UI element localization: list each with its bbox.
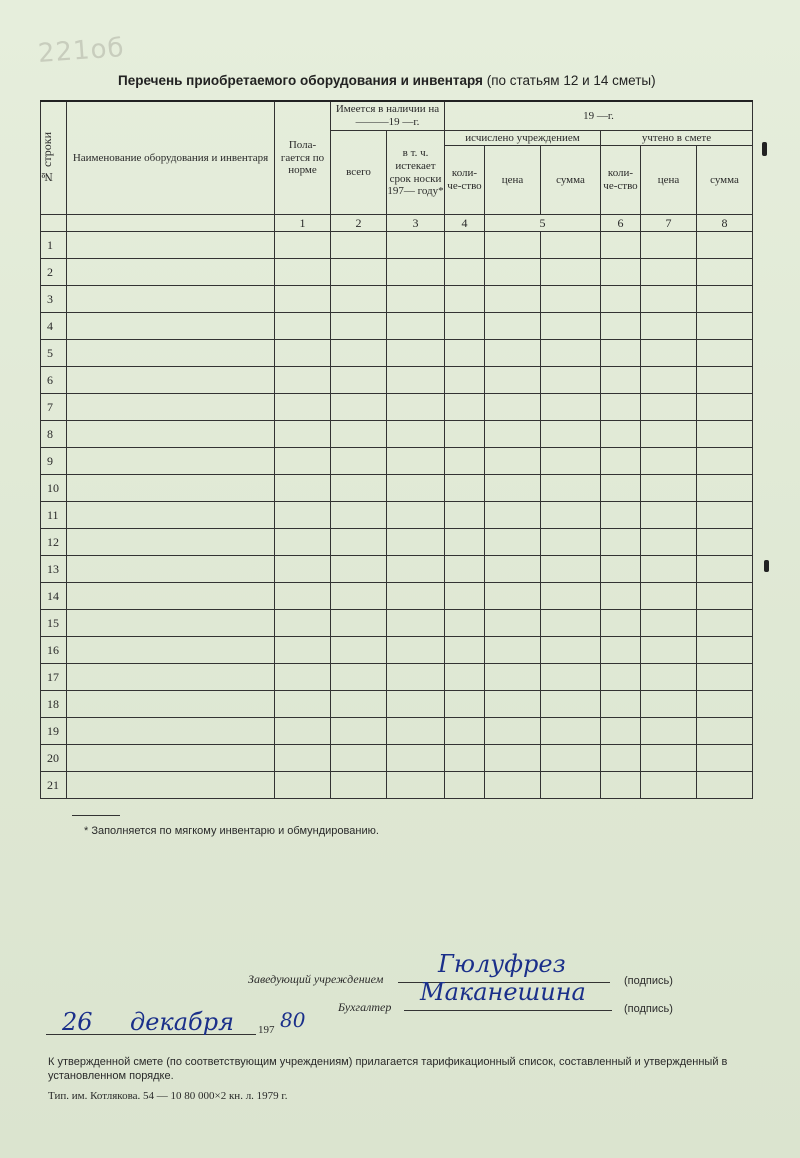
table-cell: [697, 610, 753, 637]
table-cell: [387, 421, 445, 448]
table-cell: [445, 367, 485, 394]
table-cell: [601, 232, 641, 259]
row-number: 11: [41, 502, 67, 529]
table-cell: [331, 529, 387, 556]
table-cell: [387, 259, 445, 286]
header-expiring: в т. ч. истекает срок носки 197— году*: [387, 131, 445, 215]
table-cell: [541, 691, 601, 718]
table-cell: [331, 259, 387, 286]
table-cell: [275, 610, 331, 637]
table-cell: [331, 394, 387, 421]
header-total: всего: [331, 131, 387, 215]
table-cell: [387, 529, 445, 556]
page-title: [118, 73, 656, 88]
table-cell: [67, 718, 275, 745]
table-cell: [67, 529, 275, 556]
table-cell: [275, 691, 331, 718]
table-cell: [541, 286, 601, 313]
row-number: 5: [41, 340, 67, 367]
table-cell: [641, 313, 697, 340]
table-row: [41, 259, 753, 286]
table-cell: [541, 664, 601, 691]
footnote-divider: [72, 815, 120, 816]
table-cell: [331, 610, 387, 637]
table-cell: [275, 340, 331, 367]
table-cell: [275, 232, 331, 259]
table-cell: [697, 286, 753, 313]
table-cell: [445, 556, 485, 583]
table-row: [41, 313, 753, 340]
table-cell: [331, 232, 387, 259]
row-number: 19: [41, 718, 67, 745]
table-row: [41, 664, 753, 691]
table-cell: [601, 340, 641, 367]
table-cell: [387, 286, 445, 313]
table-cell: [601, 664, 641, 691]
table-cell: [67, 367, 275, 394]
table-cell: [601, 394, 641, 421]
table-cell: [641, 610, 697, 637]
header-qty-est: коли-че-ство: [601, 146, 641, 215]
table-cell: [697, 718, 753, 745]
table-cell: [697, 637, 753, 664]
table-cell: [541, 313, 601, 340]
table-cell: [601, 691, 641, 718]
table-cell: [601, 421, 641, 448]
table-row: [41, 718, 753, 745]
table-cell: [697, 259, 753, 286]
table-cell: [641, 232, 697, 259]
row-number: 9: [41, 448, 67, 475]
table-cell: [445, 502, 485, 529]
table-cell: [541, 502, 601, 529]
table-cell: [387, 394, 445, 421]
row-number: 15: [41, 610, 67, 637]
table-cell: [275, 313, 331, 340]
table-cell: [697, 583, 753, 610]
table-cell: [601, 259, 641, 286]
table-cell: [67, 259, 275, 286]
table-cell: [541, 448, 601, 475]
table-cell: [641, 259, 697, 286]
row-number: 7: [41, 394, 67, 421]
table-cell: [541, 556, 601, 583]
table-cell: [445, 313, 485, 340]
table-cell: [641, 448, 697, 475]
edge-mark: [764, 560, 769, 572]
header-row-number: № строки: [41, 101, 67, 215]
row-number: 20: [41, 745, 67, 772]
table-cell: [601, 448, 641, 475]
table-row: [41, 691, 753, 718]
table-cell: [485, 529, 541, 556]
table-cell: [541, 367, 601, 394]
table-cell: [387, 637, 445, 664]
table-cell: [485, 556, 541, 583]
table-cell: [641, 718, 697, 745]
header-norm: Пола-гается по норме: [275, 101, 331, 215]
table-cell: [275, 772, 331, 799]
table-cell: [485, 367, 541, 394]
row-number: 1: [41, 232, 67, 259]
table-cell: [67, 340, 275, 367]
table-cell: [67, 745, 275, 772]
table-cell: [601, 475, 641, 502]
table-cell: [445, 259, 485, 286]
table-cell: [485, 718, 541, 745]
header-available: Имеется в наличии на———19 —г.: [331, 101, 445, 131]
table-cell: [697, 772, 753, 799]
table-cell: [697, 502, 753, 529]
table-cell: [541, 772, 601, 799]
table-row: [41, 421, 753, 448]
table-cell: [275, 259, 331, 286]
table-cell: [697, 340, 753, 367]
table-cell: [387, 556, 445, 583]
table-cell: [67, 502, 275, 529]
table-cell: [331, 340, 387, 367]
head-label: Заведующий учреждением: [248, 972, 384, 986]
table-cell: [485, 502, 541, 529]
row-number: 4: [41, 313, 67, 340]
table-cell: [387, 718, 445, 745]
table-cell: [387, 610, 445, 637]
bottom-note: К утвержденной смете (по соответствующим учреждениям) прилагается тарификационный список, составленный и утвержденный в установленном порядке.: [48, 1056, 728, 1082]
table-cell: [601, 286, 641, 313]
table-cell: [641, 367, 697, 394]
table-cell: [445, 529, 485, 556]
table-cell: [67, 421, 275, 448]
table-cell: [387, 745, 445, 772]
table-cell: [541, 475, 601, 502]
table-cell: [541, 637, 601, 664]
row-number: 2: [41, 259, 67, 286]
table-cell: [445, 664, 485, 691]
table-cell: [445, 745, 485, 772]
table-row: [41, 745, 753, 772]
date-year-suffix: 80: [280, 1008, 306, 1032]
table-cell: [275, 529, 331, 556]
table-cell: [331, 772, 387, 799]
table-cell: [697, 313, 753, 340]
table-cell: [387, 232, 445, 259]
table-cell: [641, 502, 697, 529]
table-cell: [67, 448, 275, 475]
table-cell: [387, 502, 445, 529]
table-cell: [641, 421, 697, 448]
table-cell: [67, 610, 275, 637]
table-cell: [601, 637, 641, 664]
table-cell: [331, 286, 387, 313]
table-cell: [641, 340, 697, 367]
table-cell: [445, 340, 485, 367]
table-cell: [275, 637, 331, 664]
table-row: [41, 475, 753, 502]
table-cell: [387, 475, 445, 502]
table-cell: [331, 745, 387, 772]
table-cell: [387, 313, 445, 340]
table-cell: [331, 448, 387, 475]
table-cell: [67, 556, 275, 583]
date-day: 26: [62, 1008, 93, 1036]
table-cell: [541, 232, 601, 259]
table-cell: [485, 637, 541, 664]
header-year: 19 —г.: [445, 101, 753, 131]
row-number: 16: [41, 637, 67, 664]
edge-mark: [762, 142, 767, 156]
title-main: Перечень приобретаемого оборудования и инвентаря: [118, 73, 483, 88]
table-cell: [67, 394, 275, 421]
equipment-table: [40, 100, 753, 799]
table-cell: [387, 367, 445, 394]
table-cell: [445, 394, 485, 421]
row-number: 8: [41, 421, 67, 448]
table-cell: [641, 664, 697, 691]
table-cell: [331, 475, 387, 502]
table-cell: [275, 421, 331, 448]
accountant-label: Бухгалтер: [338, 1000, 392, 1014]
table-cell: [275, 718, 331, 745]
table-row: [41, 583, 753, 610]
table-cell: [485, 313, 541, 340]
table-cell: [445, 421, 485, 448]
table-cell: [67, 583, 275, 610]
table-cell: [67, 286, 275, 313]
table-cell: [697, 556, 753, 583]
table-row: [41, 232, 753, 259]
accountant-sign-line: [404, 1010, 612, 1011]
column-numbers-row: 1 2 3 4 5 6 7 8: [41, 215, 753, 232]
table-cell: [485, 421, 541, 448]
table-row: [41, 394, 753, 421]
table-cell: [485, 394, 541, 421]
table-cell: [485, 664, 541, 691]
row-number: 13: [41, 556, 67, 583]
table-cell: [275, 745, 331, 772]
footnote: * Заполняется по мягкому инвентарю и обмундированию.: [84, 825, 379, 837]
table-cell: [275, 286, 331, 313]
table-cell: [641, 583, 697, 610]
date-month: декабря: [130, 1008, 234, 1036]
row-number: 18: [41, 691, 67, 718]
table-cell: [697, 664, 753, 691]
table-cell: [485, 691, 541, 718]
row-number: 12: [41, 529, 67, 556]
table-cell: [275, 448, 331, 475]
table-cell: [601, 745, 641, 772]
header-sum-est: сумма: [697, 146, 753, 215]
header-price-est: цена: [641, 146, 697, 215]
table-cell: [697, 448, 753, 475]
table-cell: [485, 286, 541, 313]
table-cell: [67, 664, 275, 691]
header-calc-estimate: учтено в смете: [601, 131, 753, 146]
table-cell: [641, 637, 697, 664]
table-cell: [331, 718, 387, 745]
table-cell: [485, 475, 541, 502]
print-info: Тип. им. Котлякова. 54 — 10 80 000×2 кн. л. 1979 г.: [48, 1090, 288, 1102]
table-cell: [697, 367, 753, 394]
table-cell: [541, 421, 601, 448]
table-cell: [601, 502, 641, 529]
table-cell: [331, 664, 387, 691]
table-cell: [387, 583, 445, 610]
table-cell: [485, 340, 541, 367]
table-cell: [541, 718, 601, 745]
table-cell: [331, 583, 387, 610]
table-cell: [275, 556, 331, 583]
table-cell: [445, 637, 485, 664]
table-cell: [445, 232, 485, 259]
table-cell: [275, 475, 331, 502]
table-cell: [641, 394, 697, 421]
table-cell: [67, 637, 275, 664]
table-cell: [641, 529, 697, 556]
table-cell: [275, 394, 331, 421]
table-cell: [485, 232, 541, 259]
date-year-prefix: 197: [258, 1024, 275, 1036]
corner-archive-mark: 221об: [37, 33, 126, 69]
table-cell: [641, 772, 697, 799]
table-cell: [541, 529, 601, 556]
table-cell: [275, 502, 331, 529]
table-cell: [387, 772, 445, 799]
table-cell: [485, 259, 541, 286]
table-cell: [601, 583, 641, 610]
table-cell: [331, 367, 387, 394]
table-cell: [445, 286, 485, 313]
table-row: [41, 448, 753, 475]
table-cell: [601, 610, 641, 637]
table-cell: [601, 313, 641, 340]
table-cell: [67, 475, 275, 502]
row-number: 3: [41, 286, 67, 313]
table-cell: [485, 448, 541, 475]
table-cell: [641, 475, 697, 502]
header-price-inst: цена: [485, 146, 541, 215]
table-cell: [331, 556, 387, 583]
accountant-podpis: (подпись): [624, 1003, 673, 1015]
table-cell: [641, 745, 697, 772]
table-cell: [275, 664, 331, 691]
table-row: [41, 529, 753, 556]
table-cell: [331, 637, 387, 664]
table-cell: [697, 691, 753, 718]
table-cell: [445, 772, 485, 799]
header-calc-institution: исчислено учреждением: [445, 131, 601, 146]
table-cell: [485, 745, 541, 772]
header-qty-inst: коли-че-ство: [445, 146, 485, 215]
table-cell: [331, 313, 387, 340]
table-cell: [541, 745, 601, 772]
table-row: [41, 367, 753, 394]
table-cell: [541, 394, 601, 421]
table-cell: [641, 286, 697, 313]
table-cell: [387, 448, 445, 475]
table-cell: [601, 772, 641, 799]
table-cell: [641, 556, 697, 583]
table-cell: [697, 421, 753, 448]
table-cell: [445, 475, 485, 502]
table-cell: [697, 745, 753, 772]
table-cell: [601, 718, 641, 745]
table-row: [41, 340, 753, 367]
row-number: 21: [41, 772, 67, 799]
table-cell: [601, 529, 641, 556]
table-cell: [67, 691, 275, 718]
header-name: Наименование оборудования и инвентаря: [67, 101, 275, 215]
table-cell: [541, 583, 601, 610]
table-row: [41, 610, 753, 637]
table-cell: [445, 583, 485, 610]
table-cell: [387, 340, 445, 367]
table-cell: [485, 610, 541, 637]
title-sub: (по статьям 12 и 14 сметы): [486, 73, 656, 88]
table-row: [41, 637, 753, 664]
row-number: 17: [41, 664, 67, 691]
table-row: [41, 772, 753, 799]
table-cell: [445, 448, 485, 475]
accountant-signature: Маканешина: [420, 978, 586, 1006]
head-signature: Гюлуфрез: [438, 950, 566, 978]
table-row: [41, 502, 753, 529]
table-cell: [387, 691, 445, 718]
table-cell: [387, 664, 445, 691]
table-cell: [641, 691, 697, 718]
table-cell: [67, 772, 275, 799]
header-sum-inst: сумма: [541, 146, 601, 215]
table-cell: [485, 772, 541, 799]
head-podpis: (подпись): [624, 975, 673, 987]
table-cell: [445, 691, 485, 718]
table-cell: [331, 691, 387, 718]
table-cell: [541, 610, 601, 637]
table-cell: [541, 340, 601, 367]
table-cell: [331, 421, 387, 448]
table-cell: [485, 583, 541, 610]
table-cell: [601, 367, 641, 394]
table-cell: [67, 232, 275, 259]
table-cell: [697, 394, 753, 421]
table-row: [41, 556, 753, 583]
table-cell: [697, 529, 753, 556]
table-row: [41, 286, 753, 313]
table-cell: [697, 232, 753, 259]
table-cell: [445, 610, 485, 637]
table-cell: [445, 718, 485, 745]
table-cell: [67, 313, 275, 340]
table-cell: [601, 556, 641, 583]
row-number: 6: [41, 367, 67, 394]
row-number: 14: [41, 583, 67, 610]
table-cell: [275, 583, 331, 610]
table-cell: [275, 367, 331, 394]
table-cell: [331, 502, 387, 529]
row-number: 10: [41, 475, 67, 502]
table-cell: [697, 475, 753, 502]
table-cell: [541, 259, 601, 286]
